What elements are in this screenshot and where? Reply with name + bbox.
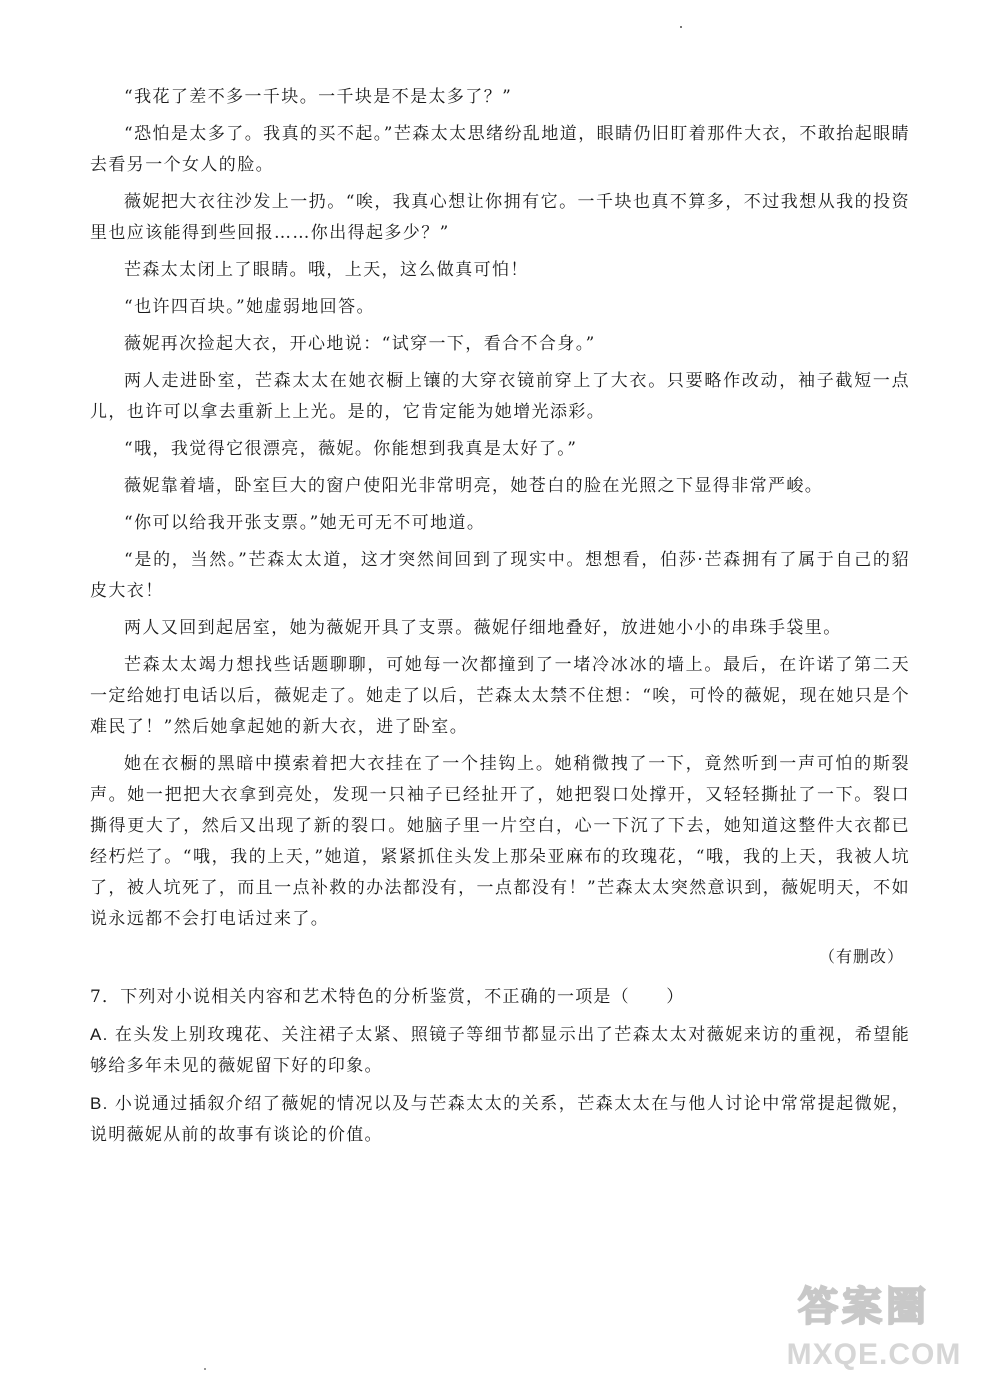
paragraph: 芒森太太闭上了眼睛。哦，上天，这么做真可怕！ xyxy=(124,260,529,280)
watermark-logo xyxy=(756,1276,976,1372)
paragraph: “你可以给我开张支票。”她无可无不可地道。 xyxy=(124,513,486,533)
option-b xyxy=(90,1088,910,1151)
question-stem: 7．下列对小说相关内容和艺术特色的分析鉴赏，不正确的一项是（ ） xyxy=(90,987,685,1007)
option-key: A. xyxy=(90,1025,109,1044)
svg-text:答案圈: 答案圈 xyxy=(798,1284,930,1330)
story-text xyxy=(90,82,910,935)
paragraph: “也许四百块。”她虚弱地回答。 xyxy=(124,297,375,317)
source-note: （有删改） xyxy=(818,947,904,966)
paragraph: “恐怕是太多了。我真的买不起。”芒森太太思绪纷乱地道，眼睛仍旧盯着那件大衣，不敢抬起眼睛去看另一个女人的脸。 xyxy=(90,124,910,175)
paragraph: 薇妮再次捡起大衣，开心地说：“试穿一下，看合不合身。” xyxy=(124,334,596,354)
paragraph: 两人又回到起居室，她为薇妮开具了支票。薇妮仔细地叠好，放进她小小的串珠手袋里。 xyxy=(124,618,842,638)
svg-text:MXQE.COM: MXQE.COM xyxy=(786,1338,962,1371)
paragraph: 两人走进卧室，芒森太太在她衣橱上镶的大穿衣镜前穿上了大衣。只要略作改动，袖子截短一点儿，也许可以拿去重新上上光。是的，它肯定能为她增光添彩。 xyxy=(90,371,910,422)
scan-dot xyxy=(680,26,682,28)
document-page xyxy=(90,82,910,1157)
option-text: 在头发上别玫瑰花、关注裙子太紧、照镜子等细节都显示出了芒森太太对薇妮来访的重视，希望能够给多年未见的薇妮留下好的印象。 xyxy=(90,1025,910,1076)
question-block xyxy=(90,982,910,1151)
option-a xyxy=(90,1019,910,1082)
paragraph: 薇妮把大衣往沙发上一扔。“唉，我真心想让你拥有它。一千块也真不算多，不过我想从我的投资里也应该能得到些回报……你出得起多少？” xyxy=(90,192,910,243)
paragraph: “我花了差不多一千块。一千块是不是太多了？” xyxy=(124,87,513,107)
option-key: B. xyxy=(90,1094,109,1113)
scan-dot xyxy=(204,1368,206,1370)
paragraph: 她在衣橱的黑暗中摸索着把大衣挂在了一个挂钩上。她稍微拽了一下，竟然听到一声可怕的斯裂声。她一把把大衣拿到亮处，发现一只袖子已经扯开了，她把裂口处撑开，又轻轻撕扯了一下。裂口撕得更大了，然后又出现了新的裂口。她脑子里一片空白，心一下沉了下去，她知道这整件大衣都已经朽烂了。“哦，我的上天，”她道，紧紧抓住头发上那朵亚麻布的玫瑰花，“哦，我的上天，我被人坑了，被人坑死了，而且一点补救的办法都没有，一点都没有！”芒森太太突然意识到，薇妮明天，不如说永远都不会打电话过来了。 xyxy=(90,754,910,929)
paragraph: 芒森太太竭力想找些话题聊聊，可她每一次都撞到了一堵冷冰冰的墙上。最后，在许诺了第二天一定给她打电话以后，薇妮走了。她走了以后，芒森太太禁不住想：“唉，可怜的薇妮，现在她只是个难民了！”然后她拿起她的新大衣，进了卧室。 xyxy=(90,655,910,737)
option-text: 小说通过插叙介绍了薇妮的情况以及与芒森太太的关系，芒森太太在与他人讨论中常常提起微妮，说明薇妮从前的故事有谈论的价值。 xyxy=(90,1094,910,1145)
paragraph: 薇妮靠着墙，卧室巨大的窗户使阳光非常明亮，她苍白的脸在光照之下显得非常严峻。 xyxy=(124,476,824,496)
paragraph: “是的，当然。”芒森太太道，这才突然间回到了现实中。想想看，伯莎·芒森拥有了属于自己的貂皮大衣！ xyxy=(90,550,910,601)
paragraph: “哦，我觉得它很漂亮，薇妮。你能想到我真是太好了。” xyxy=(124,439,578,459)
